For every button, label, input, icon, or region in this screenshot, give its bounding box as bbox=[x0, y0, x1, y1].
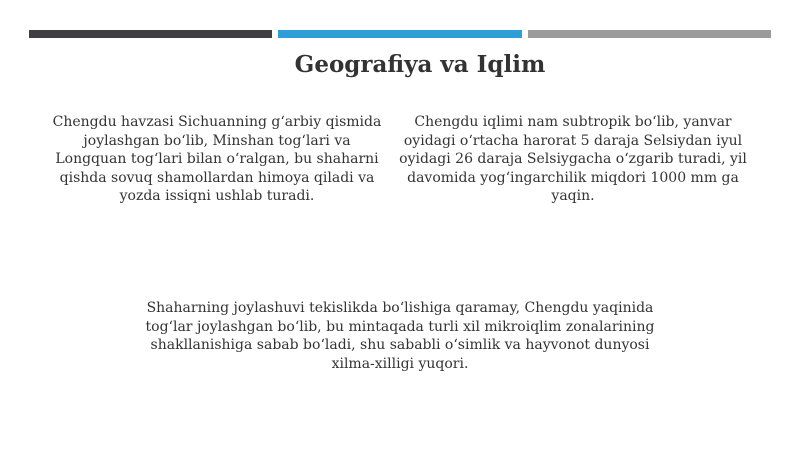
accent-bar-blue bbox=[278, 30, 522, 38]
accent-bar-gray bbox=[528, 30, 771, 38]
paragraph-microclimate: Shaharning joylashuvi tekislikda boʻlishiga qaramay, Chengdu yaqinida togʻlar joylashgan boʻlib, bu mintaqada turli xil mikroiqlim zonalarining shakllanishiga sabab boʻladi, shu sababli oʻsimlik va hayvonot dunyosi xilma-xilligi yuqori. bbox=[145, 300, 655, 372]
paragraph-climate: Chengdu iqlimi nam subtropik boʻlib, yanvar oyidagi oʻrtacha harorat 5 daraja Selsiydan iyul oyidagi 26 daraja Selsiygacha oʻzgarib turadi, yil davomida yogʻingarchilik miqdori 1000 mm ga yaqin. bbox=[399, 114, 747, 204]
slide-title: Geografiya va Iqlim bbox=[294, 51, 546, 78]
paragraph-geography: Chengdu havzasi Sichuanning gʻarbiy qismida joylashgan boʻlib, Minshan togʻlari va Longquan togʻlari bilan oʻralgan, bu shaharni qishda sovuq shamollardan himoya qiladi va yozda issiqni ushlab turadi. bbox=[52, 114, 382, 204]
accent-bar-dark bbox=[29, 30, 272, 38]
